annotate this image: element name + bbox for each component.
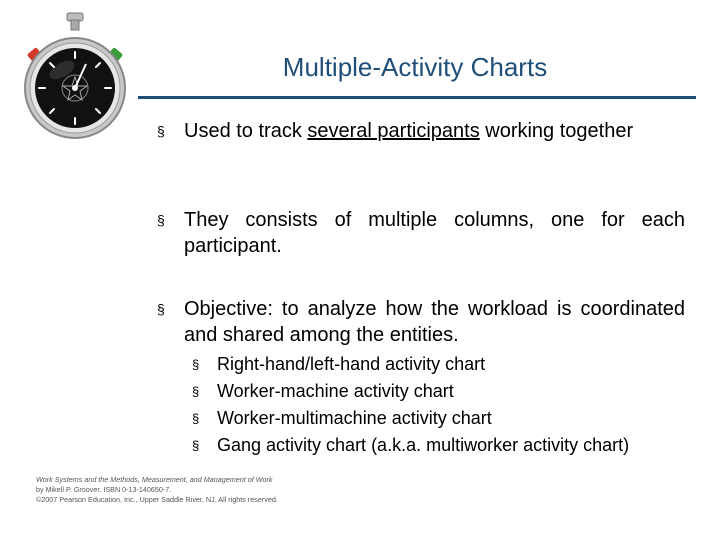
bullet-columns <box>157 207 685 259</box>
footer-copyright: ©2007 Pearson Education, Inc., Upper Saddle River, NJ. All rights reserved. <box>36 495 278 504</box>
bullet-marker: § <box>157 123 165 139</box>
footer-citation <box>36 475 356 505</box>
bullet-objective <box>157 296 685 348</box>
sub-bullet-marker: § <box>192 438 200 453</box>
bullet-used-to-track <box>157 118 685 144</box>
sub-bullet-marker: § <box>192 384 200 399</box>
footer-author-isbn: by Mikell P. Groover. ISBN 0-13-140650-7. <box>36 485 172 494</box>
sub-bullet-marker: § <box>192 357 200 372</box>
sub-bullet-item <box>192 432 692 459</box>
sub-bullet-text: Worker-multimachine activity chart <box>217 408 492 428</box>
sub-bullet-item <box>192 405 692 432</box>
sub-bullet-item <box>192 378 692 405</box>
footer-book-title: Work Systems and the Methods, Measurement, and Management of Work <box>36 475 273 484</box>
sub-bullet-text: Right-hand/left-hand activity chart <box>217 354 486 374</box>
sub-bullet-list <box>192 351 692 459</box>
slide-title: Multiple-Activity Charts <box>282 52 548 82</box>
bullet-marker: § <box>157 212 165 228</box>
bullet-text-prefix: Used to track <box>184 120 308 142</box>
bullet-text: Objective: to analyze how the workload is coordinated and shared among the entities. <box>184 298 685 346</box>
bullet-emphasis: several participants <box>307 120 480 142</box>
sub-bullet-text: Worker-machine activity chart <box>217 381 454 401</box>
sub-bullet-item <box>192 351 692 378</box>
bullet-text <box>184 118 685 144</box>
bullet-marker: § <box>157 301 165 317</box>
bullet-text: They consists of multiple columns, one for each participant. <box>184 209 685 257</box>
stopwatch-icon <box>20 10 130 145</box>
sub-bullet-text: Gang activity chart (a.k.a. multiworker activity chart) <box>217 435 630 455</box>
bullet-text-suffix: working together <box>479 120 634 142</box>
sub-bullet-marker: § <box>192 411 200 426</box>
title-underline-rule <box>138 96 696 99</box>
